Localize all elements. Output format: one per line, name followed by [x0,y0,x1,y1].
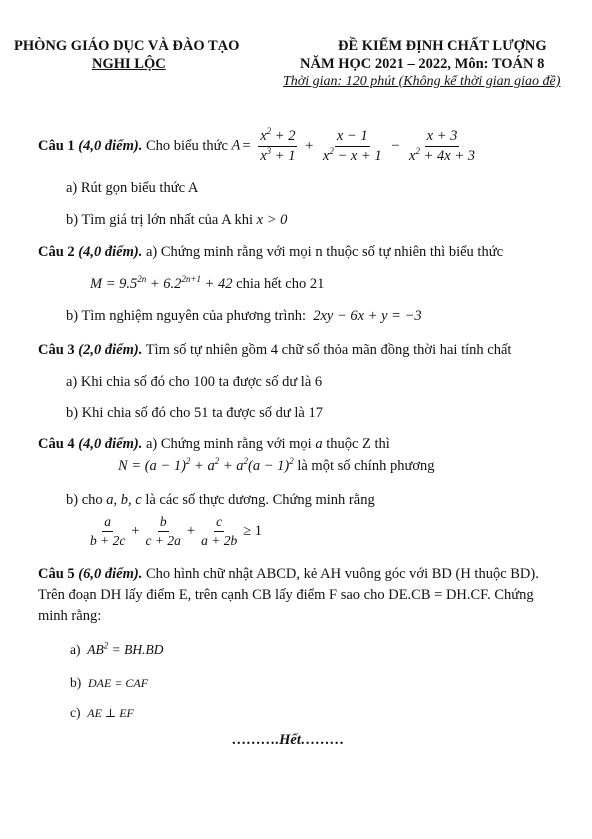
q1-frac-2: $\frac{x - 1}{x^2 - x + 1}$ [322,128,382,164]
q4-a-post: thuộc Z thì [326,436,390,452]
q1-part-b-cond: x > 0 [256,212,288,228]
q2-expression-line [90,276,324,293]
q3-line [38,342,511,359]
q3-part-a: a) Khi chia số đó cho 100 ta được số dư là 6 [66,374,323,390]
q5-part-c [70,705,134,721]
q1-intro: Cho biểu thức [145,137,228,154]
exam-time: Thời gian: 120 phút (Không kể thời gian giao đề) [283,74,561,89]
q4-b-pre: b) cho [66,492,103,508]
q4-label: Câu 4 [38,436,75,452]
q5-line-3: minh rằng: [38,608,102,624]
q1-label: Câu 1 [38,137,75,154]
q3-text: Tìm số tự nhiên gồm 4 chữ số thỏa mãn đồng thời hai tính chất [145,342,512,358]
department-name: PHÒNG GIÁO DỤC VÀ ĐÀO TẠO [14,38,240,54]
end-marker: ……….Hết……… [232,732,345,748]
q1-part-a: a) Rút gọn biểu thức A [66,180,199,196]
q5-part-a [70,642,163,658]
year-subject: NĂM HỌC 2021 – 2022, Môn: TOÁN 8 [300,56,545,72]
q4-a-pre: a) Chứng minh rằng với mọi [145,436,312,452]
q3-points: (2,0 điểm). [78,342,143,358]
q2-b-equation: 2xy − 6x + y = −3 [313,308,422,324]
q1-expression: A = $\frac{x^2 + 2}{x^3 + 1}$ + $\frac{x - 1}{x^2 - x + 1}$ − $\frac{x + 3}{x^2 + 4x + 3}$ [231,126,475,164]
q4-frac-2: $\frac{b}{c + 2a}$ [145,514,181,548]
q1-frac-1: $\frac{x^2 + 2}{x^3 + 1}$ [260,126,296,164]
q5-text-1: Cho hình chữ nhật ABCD, kẻ AH vuông góc với BD (H thuộc BD). [145,566,539,582]
q3-label: Câu 3 [38,342,75,358]
q5-c-expr: AE ⊥ EF [87,706,134,720]
q4-b-post: là các số thực dương. Chứng minh rằng [145,492,375,508]
q5-line-2: Trên đoạn DH lấy điểm E, trên cạnh CB lấy điểm F sao cho DE.CB = DH.CF. Chứng [38,587,534,603]
q2-a-text: a) Chứng minh rằng với mọi n thuộc số tự nhiên thì biểu thức [145,244,504,260]
q4-line [38,436,390,453]
q5-a-label: a) [70,642,81,657]
q5-part-b [70,675,148,691]
q4-frac-3: $\frac{c}{a + 2b}$ [201,514,238,548]
q3-part-b: b) Khi chia số đó cho 51 ta được số dư là 17 [66,405,323,421]
q2-expression: $M = 9.5^{2n} + 6.2^{2n+1} + 42$ [90,274,233,292]
q1-part-b-text: b) Tìm giá trị lớn nhất của A khi [66,212,254,228]
q4-expression-line [118,458,434,475]
q2-part-b [66,308,422,325]
q4-expression-tail: là một số chính phương [297,458,435,474]
q2-expression-tail: chia hết cho 21 [236,276,325,292]
q5-a-expr: $AB^2 = BH.BD$ [87,640,164,657]
q4-part-b [66,492,375,509]
q2-points: (4,0 điểm). [78,244,143,260]
q4-a-var: a [315,436,323,452]
q4-b-vars: a, b, c [106,492,142,508]
q2-b-text: b) Tìm nghiệm nguyên của phương trình: [66,308,306,324]
q5-b-label: b) [70,675,82,690]
q5-line-1 [38,566,539,583]
exam-title: ĐỀ KIỂM ĐỊNH CHẤT LƯỢNG [338,38,547,54]
district-name: NGHI LỘC [92,56,166,72]
q5-points: (6,0 điểm). [78,566,143,582]
q1-part-b [66,212,287,229]
q2-line [38,244,503,261]
q2-label: Câu 2 [38,244,75,260]
q5-label: Câu 5 [38,566,75,582]
q1-line [38,128,479,164]
q1-frac-3: $\frac{x + 3}{x^2 + 4x + 3}$ [409,128,475,164]
q4-inequality: $\frac{a}{b + 2c}$ + $\frac{b}{c + 2a}$ + $\frac{c}{a + 2b}$ ≥ 1 [90,514,263,548]
q4-frac-1: $\frac{a}{b + 2c}$ [90,514,126,548]
q1-points: (4,0 điểm). [78,137,143,154]
q4-expression: $N = (a - 1)^2 + a^2 + a^2(a - 1)^2$ [118,456,294,474]
q5-b-expr: DAE = CAF [88,676,149,690]
q5-c-label: c) [70,705,81,720]
q4-points: (4,0 điểm). [78,436,143,452]
